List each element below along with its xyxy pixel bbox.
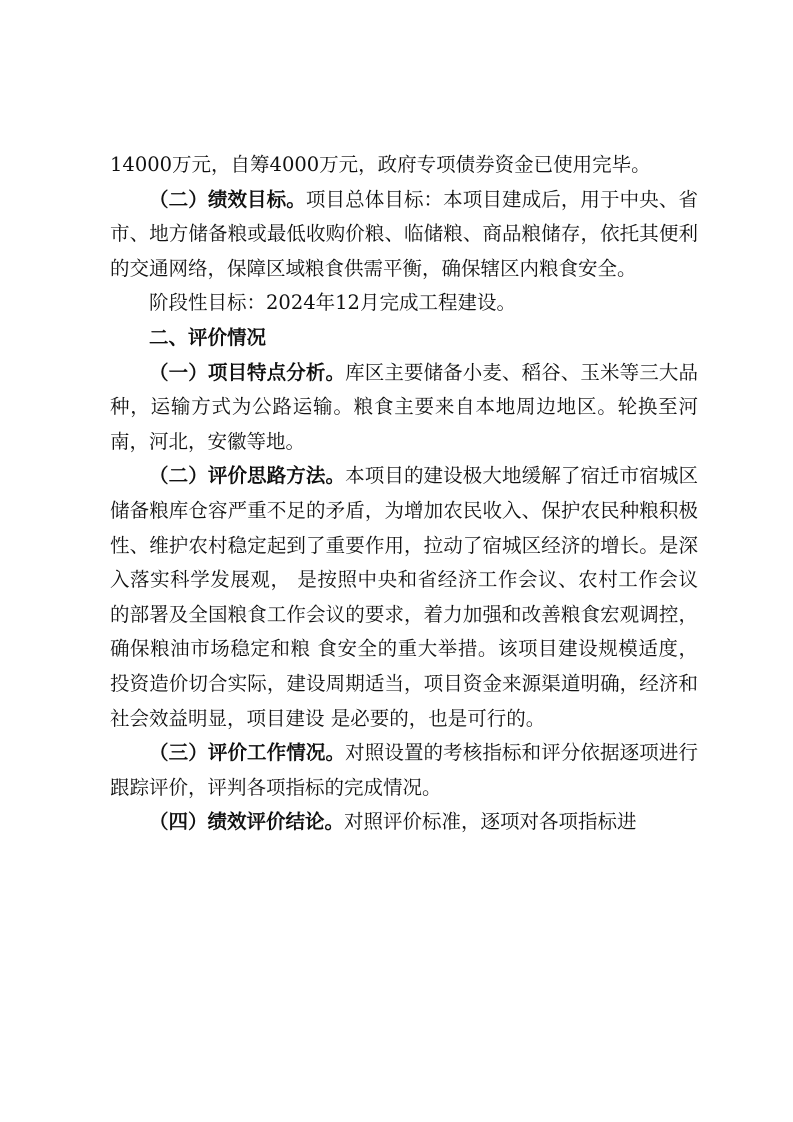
paragraph-text: 库区主要储备小麦、稻谷、玉米等三大品种，运输方式为公路运输。粮食主要来自本地周边地区。轮换至河南，河北，安徽等地。 (110, 360, 698, 453)
paragraph-text: 对照评价标准，逐项对各项指标进 (344, 810, 637, 834)
paragraph-lead: （二）评价思路方法。 (149, 464, 346, 488)
section-heading: 二、评价情况 (149, 325, 267, 349)
paragraph-lead: （二）绩效目标。 (149, 187, 306, 211)
paragraph-lead: （四）绩效评价结论。 (149, 810, 345, 834)
paragraph-evaluation-work (110, 736, 698, 805)
paragraph-text: 14000万元，自筹4000万元，政府专项债券资金已使用完毕。 (110, 153, 651, 176)
paragraph-project-features (110, 356, 698, 460)
paragraph-stage-goal (110, 286, 698, 321)
document-body (110, 148, 698, 840)
paragraph-performance-goals (110, 183, 698, 287)
paragraph-text: 阶段性目标：2024年12月完成工程建设。 (149, 291, 516, 315)
paragraph-lead: （一）项目特点分析。 (149, 360, 346, 384)
paragraph-evaluation-method (110, 459, 698, 736)
paragraph-text: 项目总体目标：本项目建成后，用于中央、省市、地方储备粮或最低收购价粮、临储粮、商品粮储存，依托其便利的交通网络，保障区域粮食供需平衡，确保辖区内粮食安全。 (110, 187, 698, 280)
paragraph-text: 对照设置的考核指标和评分依据逐项进行跟踪评价，评判各项指标的完成情况。 (110, 741, 698, 799)
paragraph-lead: （三）评价工作情况。 (149, 741, 346, 765)
paragraph-text: 本项目的建设极大地缓解了宿迁市宿城区储备粮库仓容严重不足的矛盾，为增加农民收入、保护农民种粮积极性、维护农村稳定起到了重要作用，拉动了宿城区经济的增长。是深入落实科学发展观， 是按照中央和省经济工作会议、农村工作会议的部署及全国粮食工作会议的要求，着力加强和改善粮食宏观调控，确保粮油市场稳定和粮 食安全的重大举措。该项目建设规模适度，投资造价切合实际，建设周期适当，项目资金来源渠道明确，经济和社会效益明显，项目建设 是必要的，也是可行的。 (110, 464, 698, 730)
paragraph-funding (110, 148, 698, 183)
paragraph-evaluation-conclusion (110, 805, 698, 840)
